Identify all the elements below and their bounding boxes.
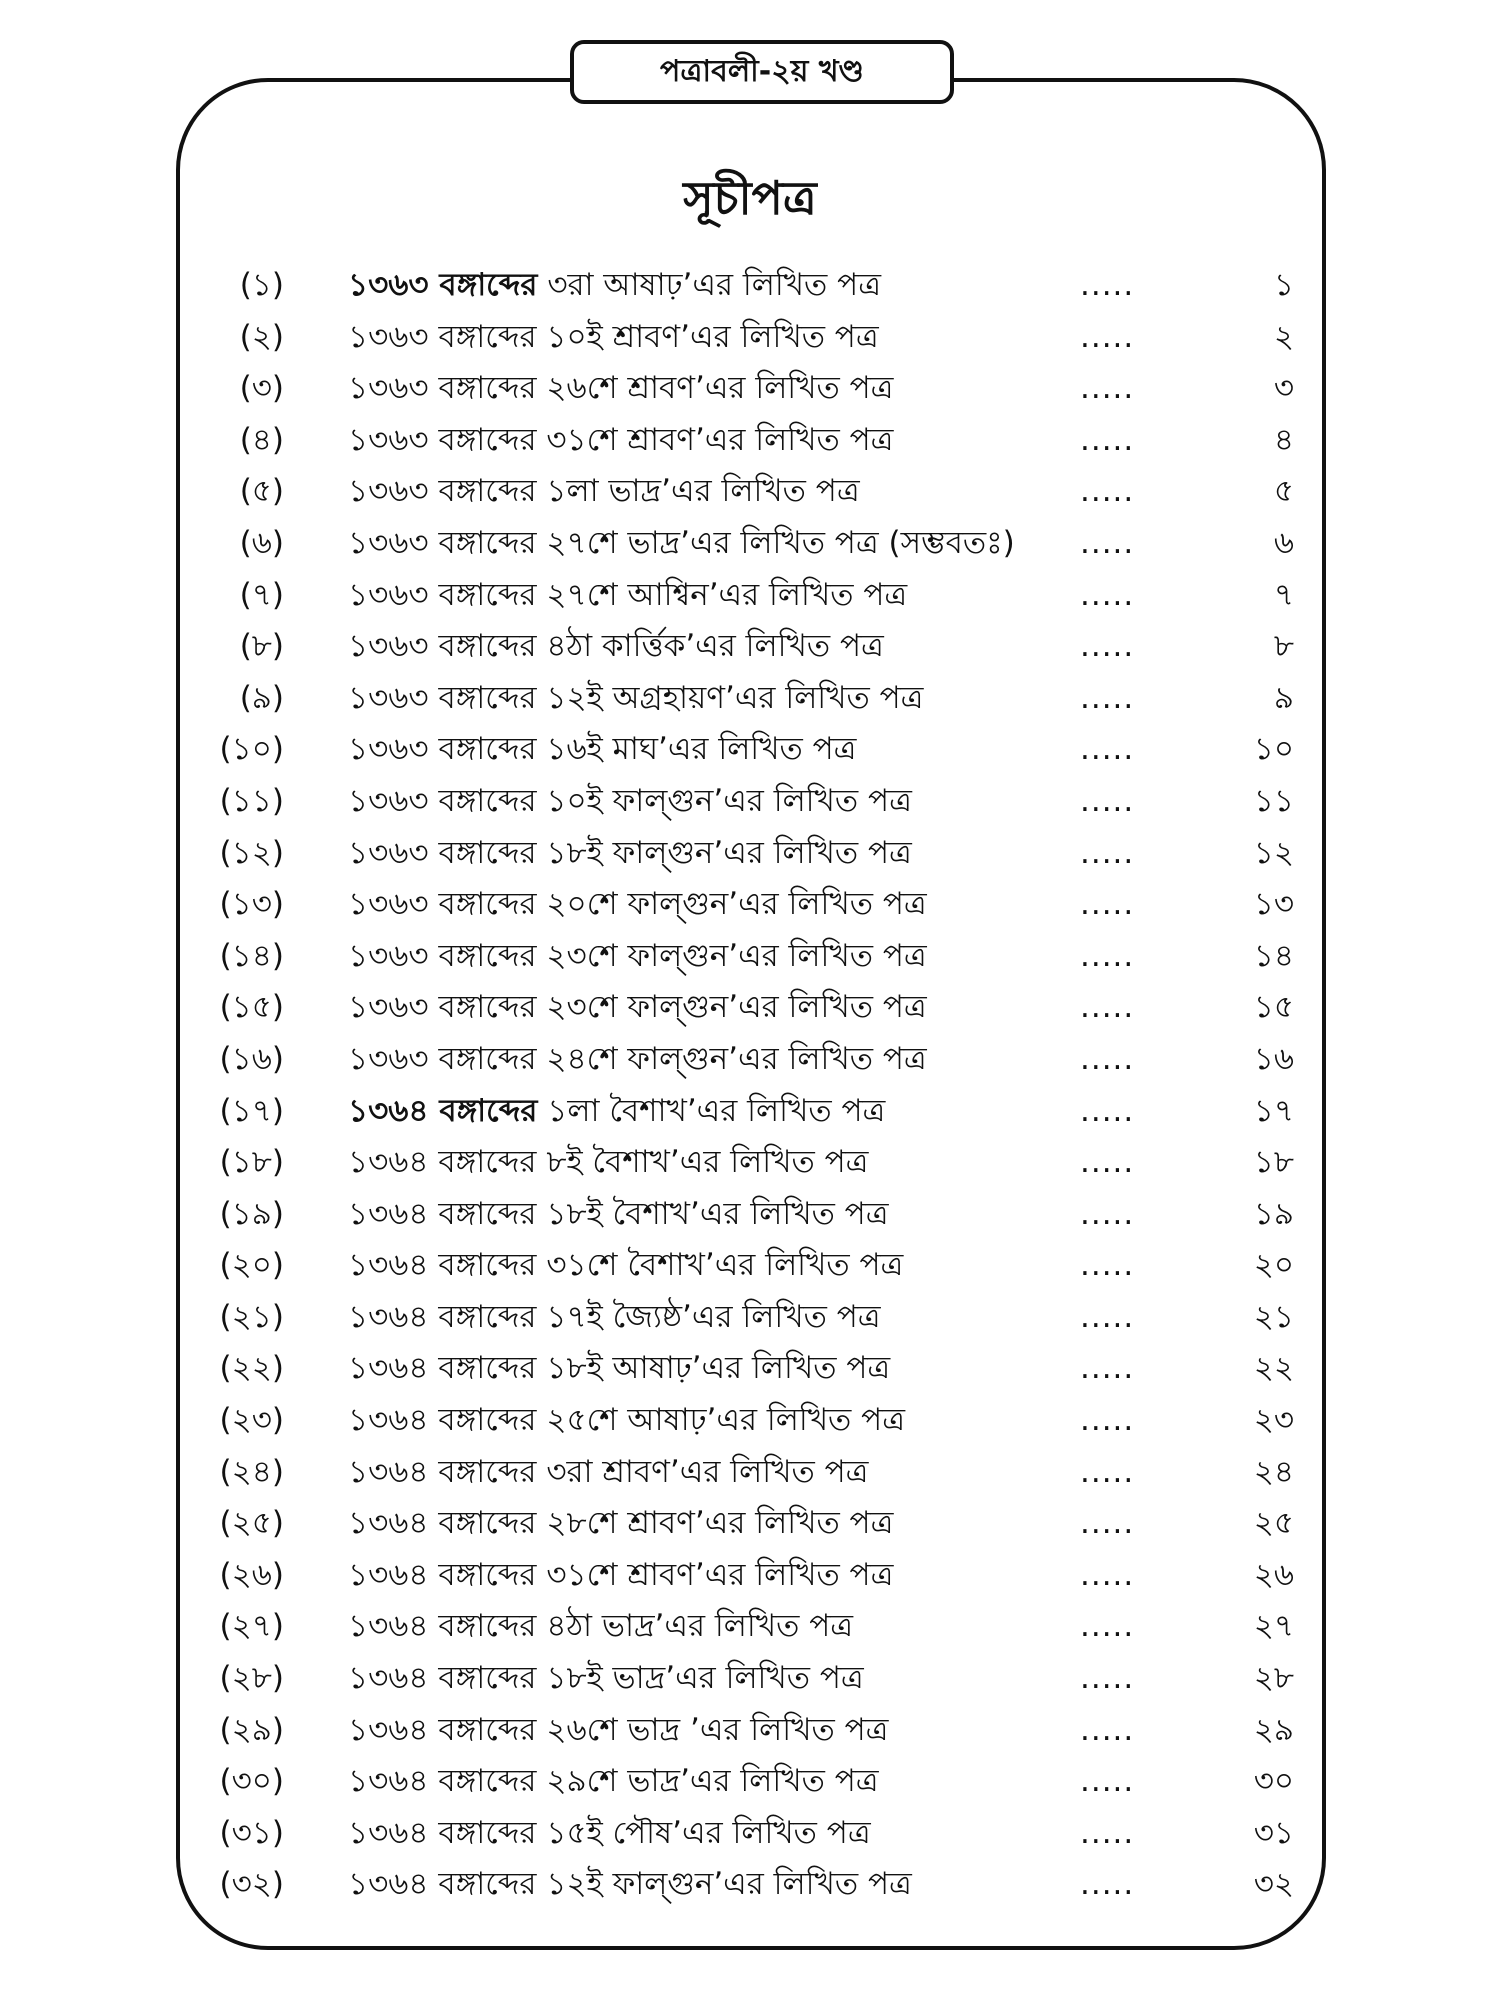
toc-entry-number: (১২) <box>219 834 284 871</box>
toc-entry-text: ১২ই ফাল্গুন’এর লিখিত পত্র <box>536 1866 912 1903</box>
toc-entry-year: ১৩৬৩ বঙ্গাব্দের <box>348 576 537 613</box>
toc-entry <box>200 931 1300 983</box>
toc-entry-year: ১৩৬৩ বঙ্গাব্দের <box>348 524 537 561</box>
toc-dot-leader: ..... <box>1080 1092 1135 1129</box>
toc-entry-text: ১৫ই পৌষ’এর লিখিত পত্র <box>536 1814 871 1851</box>
toc-entry-title <box>348 1240 903 1292</box>
toc-entry-year: ১৩৬৪ বঙ্গাব্দের <box>348 1866 537 1903</box>
toc-dot-leader: ..... <box>1080 1144 1135 1181</box>
toc-entry-year: ১৩৬৩ বঙ্গাব্দের <box>348 473 537 510</box>
toc-dot-leader: ..... <box>1080 937 1135 974</box>
toc-entry-title <box>348 1086 885 1138</box>
toc-entry-title <box>348 776 912 828</box>
toc-entry-number: (৭) <box>239 576 284 613</box>
toc-list <box>200 260 1300 1911</box>
toc-entry-number: (২৯) <box>219 1711 284 1748</box>
toc-entry <box>200 1343 1300 1395</box>
toc-entry <box>200 1653 1300 1705</box>
toc-entry <box>200 1550 1300 1602</box>
toc-dot-leader: ..... <box>1080 1866 1135 1903</box>
toc-entry-text: ৪ঠা কার্ত্তিক’এর লিখিত পত্র <box>536 628 884 665</box>
toc-dot-leader: ..... <box>1080 421 1135 458</box>
toc-entry-title <box>348 363 893 415</box>
toc-entry-year: ১৩৬৩ বঙ্গাব্দের <box>348 679 537 716</box>
toc-page-number: ৭ <box>1273 576 1294 613</box>
toc-entry-title <box>348 1756 879 1808</box>
toc-entry-text: ৩রা আষাঢ়’এর লিখিত পত্র <box>537 267 881 303</box>
toc-entry <box>200 982 1300 1034</box>
toc-page-number: ৪ <box>1273 421 1294 458</box>
toc-entry-number: (২) <box>239 318 284 355</box>
toc-entry-title <box>348 1808 871 1860</box>
page-title: সূচীপত্র <box>683 171 817 225</box>
toc-page-number: ২০ <box>1253 1247 1294 1284</box>
toc-page-number: ২৭ <box>1253 1608 1294 1645</box>
toc-entry <box>200 415 1300 467</box>
toc-entry-number: (১১) <box>219 782 284 819</box>
toc-entry-text: ১৬ই মাঘ’এর লিখিত পত্র <box>536 731 857 768</box>
toc-page-number: ৩১ <box>1253 1814 1294 1851</box>
toc-entry-year: ১৩৬৩ বঙ্গাব্দের <box>348 421 537 458</box>
toc-entry <box>200 1034 1300 1086</box>
toc-entry-title <box>348 1189 889 1241</box>
toc-entry-title <box>348 312 879 364</box>
toc-entry <box>200 1498 1300 1550</box>
toc-entry-text: ২০শে ফাল্গুন’এর লিখিত পত্র <box>536 886 927 923</box>
toc-entry-title <box>348 518 1015 570</box>
toc-entry-title <box>348 1137 868 1189</box>
toc-entry-number: (৩) <box>239 370 284 407</box>
toc-entry-text: ২৩শে ফাল্গুন’এর লিখিত পত্র <box>536 989 927 1026</box>
toc-entry-title <box>348 1550 893 1602</box>
toc-entry-year: ১৩৬৪ বঙ্গাব্দের <box>348 1608 537 1645</box>
toc-entry <box>200 1808 1300 1860</box>
toc-dot-leader: ..... <box>1080 1556 1135 1593</box>
toc-page-number: ২৪ <box>1253 1453 1294 1490</box>
toc-entry-text: ২৪শে ফাল্গুন’এর লিখিত পত্র <box>536 1040 927 1077</box>
toc-dot-leader: ..... <box>1080 1298 1135 1335</box>
toc-entry-number: (১৯) <box>219 1195 284 1232</box>
toc-dot-leader: ..... <box>1080 473 1135 510</box>
toc-entry-text: ১লা ভাদ্র’এর লিখিত পত্র <box>536 473 860 510</box>
toc-page-number: ১৩ <box>1253 886 1294 923</box>
toc-entry-text: ১লা বৈশাখ’এর লিখিত পত্র <box>537 1092 886 1129</box>
toc-entry-text: ২৭শে আশ্বিন’এর লিখিত পত্র <box>536 576 908 613</box>
toc-entry-text: ১০ই ফাল্গুন’এর লিখিত পত্র <box>536 782 912 819</box>
toc-entry-text: ৩১শে শ্রাবণ’এর লিখিত পত্র <box>536 421 894 458</box>
toc-entry <box>200 879 1300 931</box>
toc-entry <box>200 724 1300 776</box>
toc-entry-title <box>348 570 907 622</box>
toc-entry <box>200 1705 1300 1757</box>
toc-entry-title <box>348 828 912 880</box>
book-title-tab <box>570 40 954 104</box>
toc-entry-year: ১৩৬৩ বঙ্গাব্দের <box>348 834 537 871</box>
toc-dot-leader: ..... <box>1080 989 1135 1026</box>
toc-entry-text: ১২ই অগ্রহায়ণ’এর লিখিত পত্র <box>536 679 924 716</box>
toc-entry-title <box>348 1498 893 1550</box>
toc-entry-number: (২৮) <box>219 1660 284 1697</box>
toc-dot-leader: ..... <box>1080 1608 1135 1645</box>
toc-entry-text: ২৩শে ফাল্গুন’এর লিখিত পত্র <box>536 937 927 974</box>
toc-entry <box>200 1189 1300 1241</box>
toc-entry-number: (৬) <box>239 524 284 561</box>
toc-dot-leader: ..... <box>1080 524 1135 561</box>
toc-entry-title <box>348 1292 881 1344</box>
toc-entry-number: (১৮) <box>219 1144 284 1181</box>
toc-dot-leader: ..... <box>1080 1040 1135 1077</box>
toc-page-number: ২ <box>1273 318 1294 355</box>
toc-entry-year: ১৩৬৪ বঙ্গাব্দের <box>348 1453 537 1490</box>
toc-entry-number: (২৩) <box>219 1402 284 1439</box>
toc-entry-text: ৩রা শ্রাবণ’এর লিখিত পত্র <box>536 1453 869 1490</box>
toc-entry <box>200 363 1300 415</box>
toc-entry-text: ৪ঠা ভাদ্র’এর লিখিত পত্র <box>536 1608 854 1645</box>
toc-entry-year: ১৩৬৪ বঙ্গাব্দের <box>348 1763 537 1800</box>
toc-dot-leader: ..... <box>1080 679 1135 716</box>
toc-entry-year: ১৩৬৪ বঙ্গাব্দের <box>348 1092 538 1129</box>
toc-entry <box>200 621 1300 673</box>
toc-entry-title <box>348 621 884 673</box>
toc-entry-year: ১৩৬৪ বঙ্গাব্দের <box>348 1402 537 1439</box>
toc-page-number: ২৫ <box>1253 1505 1294 1542</box>
toc-entry-year: ১৩৬৩ বঙ্গাব্দের <box>348 370 537 407</box>
toc-entry-text: ২৫শে আষাঢ়’এর লিখিত পত্র <box>536 1402 905 1439</box>
toc-entry <box>200 1447 1300 1499</box>
toc-entry-title <box>348 931 927 983</box>
toc-page-number: ২৯ <box>1253 1711 1294 1748</box>
toc-entry-number: (৪) <box>239 421 284 458</box>
toc-dot-leader: ..... <box>1080 1402 1135 1439</box>
toc-dot-leader: ..... <box>1080 834 1135 871</box>
toc-page-number: ১৮ <box>1253 1144 1294 1181</box>
toc-page-number: ২৬ <box>1253 1556 1294 1593</box>
toc-entry-year: ১৩৬৩ বঙ্গাব্দের <box>348 628 537 665</box>
toc-entry-text: ১৭ই জ্যৈষ্ঠ’এর লিখিত পত্র <box>536 1298 881 1335</box>
toc-entry-title <box>348 1447 868 1499</box>
toc-page-number: ৫ <box>1273 473 1294 510</box>
toc-entry-year: ১৩৬৪ বঙ্গাব্দের <box>348 1298 537 1335</box>
toc-dot-leader: ..... <box>1080 782 1135 819</box>
toc-page-number: ৬ <box>1273 524 1294 561</box>
toc-dot-leader: ..... <box>1080 1505 1135 1542</box>
toc-entry-number: (১৪) <box>219 937 284 974</box>
toc-entry-year: ১৩৬৩ বঙ্গাব্দের <box>348 989 537 1026</box>
toc-entry <box>200 1756 1300 1808</box>
toc-page-number: ১২ <box>1253 834 1294 871</box>
toc-entry-text: ৩১শে শ্রাবণ’এর লিখিত পত্র <box>536 1556 894 1593</box>
toc-dot-leader: ..... <box>1080 886 1135 923</box>
toc-dot-leader: ..... <box>1080 1814 1135 1851</box>
toc-page-number: ৩০ <box>1253 1763 1294 1800</box>
book-title-label: পত্রাবলী-২য় খণ্ড <box>660 53 864 89</box>
toc-entry-text: ১৮ই আষাঢ়’এর লিখিত পত্র <box>536 1350 891 1387</box>
toc-entry-number: (২০) <box>219 1247 284 1284</box>
toc-entry-title <box>348 1601 853 1653</box>
toc-page-number: ২৩ <box>1253 1402 1294 1439</box>
toc-entry <box>200 312 1300 364</box>
toc-dot-leader: ..... <box>1080 1711 1135 1748</box>
toc-entry-title <box>348 260 881 312</box>
toc-entry <box>200 466 1300 518</box>
toc-entry-title <box>348 982 927 1034</box>
toc-entry-year: ১৩৬৩ বঙ্গাব্দের <box>348 782 537 819</box>
toc-entry-year: ১৩৬৪ বঙ্গাব্দের <box>348 1505 537 1542</box>
toc-entry-title <box>348 1653 864 1705</box>
toc-entry <box>200 1859 1300 1911</box>
toc-entry-number: (৩২) <box>219 1866 284 1903</box>
toc-entry <box>200 570 1300 622</box>
toc-entry <box>200 1240 1300 1292</box>
toc-entry-text: ২৬শে ভাদ্র ’এর লিখিত পত্র <box>536 1711 889 1748</box>
toc-entry-title <box>348 724 856 776</box>
toc-entry-number: (৩১) <box>219 1814 284 1851</box>
toc-entry-text: ১৮ই ফাল্গুন’এর লিখিত পত্র <box>536 834 912 871</box>
toc-page-number: ১৯ <box>1253 1195 1294 1232</box>
toc-entry-year: ১৩৬৩ বঙ্গাব্দের <box>348 886 537 923</box>
toc-entry-number: (২৫) <box>219 1505 284 1542</box>
toc-entry <box>200 260 1300 312</box>
toc-page-number: ২২ <box>1253 1350 1294 1387</box>
toc-entry-year: ১৩৬৪ বঙ্গাব্দের <box>348 1711 537 1748</box>
toc-entry-text: ১৮ই ভাদ্র’এর লিখিত পত্র <box>536 1660 864 1697</box>
toc-entry-number: (৮) <box>239 628 284 665</box>
toc-entry-title <box>348 673 923 725</box>
toc-page-number: ১০ <box>1253 731 1294 768</box>
toc-entry-title <box>348 1034 927 1086</box>
toc-entry-title <box>348 879 927 931</box>
toc-entry-number: (১৫) <box>219 989 284 1026</box>
toc-dot-leader: ..... <box>1080 1660 1135 1697</box>
toc-entry-year: ১৩৬৪ বঙ্গাব্দের <box>348 1814 537 1851</box>
toc-page-number: ৩ <box>1273 370 1294 407</box>
toc-entry-title <box>348 1859 912 1911</box>
toc-entry-text: ২৯শে ভাদ্র’এর লিখিত পত্র <box>536 1763 879 1800</box>
toc-entry-year: ১৩৬৩ বঙ্গাব্দের <box>348 1040 537 1077</box>
toc-entry-text: ৩১শে বৈশাখ’এর লিখিত পত্র <box>536 1247 904 1284</box>
toc-entry-year: ১৩৬৪ বঙ্গাব্দের <box>348 1350 537 1387</box>
toc-entry-number: (২৪) <box>219 1453 284 1490</box>
toc-page-number: ১১ <box>1253 782 1294 819</box>
toc-entry <box>200 1086 1300 1138</box>
toc-entry-title <box>348 1343 890 1395</box>
toc-dot-leader: ..... <box>1080 628 1135 665</box>
toc-entry <box>200 1292 1300 1344</box>
toc-entry-title <box>348 1395 905 1447</box>
toc-entry <box>200 1601 1300 1653</box>
toc-entry-text: ২৮শে শ্রাবণ’এর লিখিত পত্র <box>536 1505 894 1542</box>
toc-entry <box>200 1137 1300 1189</box>
toc-entry-year: ১৩৬৪ বঙ্গাব্দের <box>348 1556 537 1593</box>
toc-entry-title <box>348 466 860 518</box>
toc-entry-number: (১৭) <box>219 1092 284 1129</box>
toc-entry-year: ১৩৬৩ বঙ্গাব্দের <box>348 267 538 303</box>
toc-entry-text: ১০ই শ্রাবণ’এর লিখিত পত্র <box>536 318 879 355</box>
toc-entry-number: (১৬) <box>219 1040 284 1077</box>
toc-entry-number: (১) <box>239 267 284 303</box>
toc-dot-leader: ..... <box>1080 576 1135 613</box>
toc-page-number: ৩২ <box>1253 1866 1294 1903</box>
toc-entry <box>200 518 1300 570</box>
toc-entry-year: ১৩৬৪ বঙ্গাব্দের <box>348 1195 537 1232</box>
toc-dot-leader: ..... <box>1080 1453 1135 1490</box>
toc-dot-leader: ..... <box>1080 1350 1135 1387</box>
toc-page-number: ২১ <box>1253 1298 1294 1335</box>
toc-entry-number: (১০) <box>219 731 284 768</box>
toc-dot-leader: ..... <box>1080 318 1135 355</box>
toc-page-number: ২৮ <box>1253 1660 1294 1697</box>
toc-entry-number: (৩০) <box>219 1763 284 1800</box>
toc-page-number: ১৬ <box>1253 1040 1294 1077</box>
toc-entry <box>200 1395 1300 1447</box>
toc-page-number: ১ <box>1273 267 1294 303</box>
toc-entry-number: (৫) <box>239 473 284 510</box>
toc-entry-number: (২২) <box>219 1350 284 1387</box>
toc-dot-leader: ..... <box>1080 370 1135 407</box>
toc-entry-text: ২৬শে শ্রাবণ’এর লিখিত পত্র <box>536 370 894 407</box>
toc-dot-leader: ..... <box>1080 1247 1135 1284</box>
toc-entry-year: ১৩৬৩ বঙ্গাব্দের <box>348 731 537 768</box>
toc-entry-number: (২৬) <box>219 1556 284 1593</box>
toc-entry <box>200 828 1300 880</box>
toc-entry-text: ৮ই বৈশাখ’এর লিখিত পত্র <box>536 1144 869 1181</box>
toc-dot-leader: ..... <box>1080 1763 1135 1800</box>
toc-entry-text: ১৮ই বৈশাখ’এর লিখিত পত্র <box>536 1195 889 1232</box>
toc-entry-number: (২১) <box>219 1298 284 1335</box>
toc-entry <box>200 673 1300 725</box>
toc-entry-title <box>348 1705 888 1757</box>
toc-entry-year: ১৩৬৪ বঙ্গাব্দের <box>348 1247 537 1284</box>
toc-entry-text: ২৭শে ভাদ্র’এর লিখিত পত্র (সম্ভবতঃ) <box>536 524 1015 561</box>
toc-dot-leader: ..... <box>1080 267 1135 303</box>
toc-page-number: ৮ <box>1273 628 1294 665</box>
toc-page-number: ১৫ <box>1253 989 1294 1026</box>
toc-entry <box>200 776 1300 828</box>
toc-entry-number: (৯) <box>239 679 284 716</box>
toc-entry-year: ১৩৬৩ বঙ্গাব্দের <box>348 318 537 355</box>
toc-dot-leader: ..... <box>1080 1195 1135 1232</box>
toc-dot-leader: ..... <box>1080 731 1135 768</box>
toc-entry-title <box>348 415 893 467</box>
toc-entry-year: ১৩৬৪ বঙ্গাব্দের <box>348 1144 537 1181</box>
toc-page-number: ১৭ <box>1253 1092 1294 1129</box>
toc-entry-year: ১৩৬৩ বঙ্গাব্দের <box>348 937 537 974</box>
toc-page-number: ১৪ <box>1253 937 1294 974</box>
toc-entry-year: ১৩৬৪ বঙ্গাব্দের <box>348 1660 537 1697</box>
toc-entry-number: (২৭) <box>219 1608 284 1645</box>
toc-page-number: ৯ <box>1273 679 1294 716</box>
toc-entry-number: (১৩) <box>219 886 284 923</box>
